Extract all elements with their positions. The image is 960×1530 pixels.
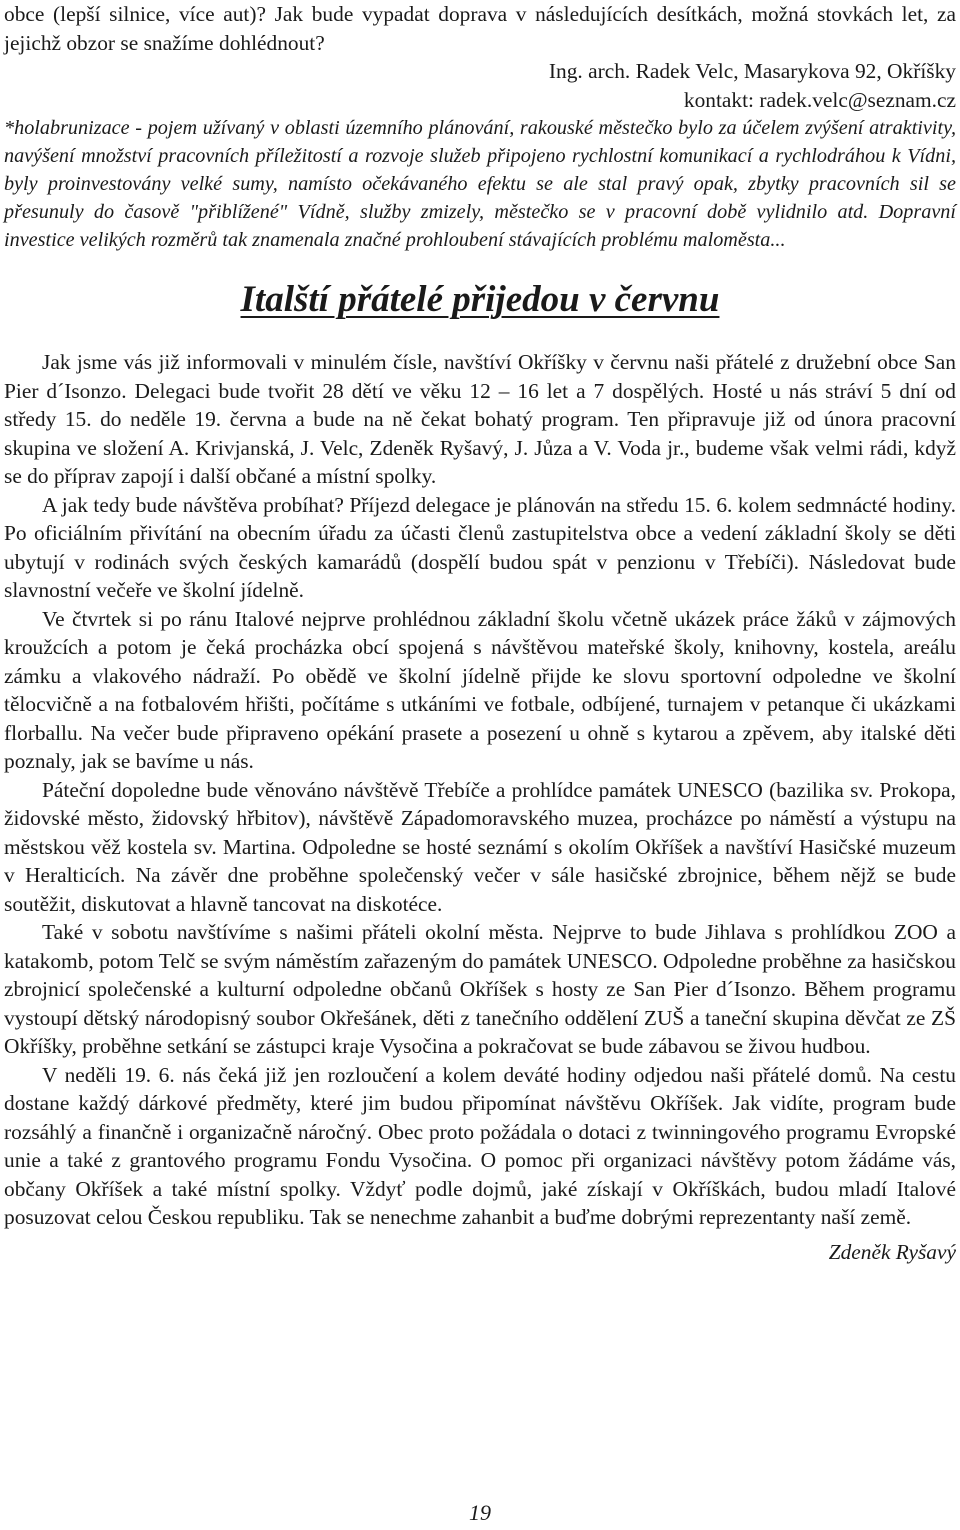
- previous-article-ending: [4, 0, 956, 254]
- article-body: [4, 348, 956, 1266]
- article-signature: Zdeněk Ryšavý: [828, 1239, 956, 1264]
- article-paragraph-6: V neděli 19. 6. nás čeká již jen rozloučení a kolem deváté hodiny odjedou naši přátelé domů. Na cestu dostane každý dárkové předměty, které jim budou připomínat návštěvu Okříšek. Jak vidíte, program bude rozsáhlý a finančně i organizačně náročný. Obec proto požádala o dotaci z twinningového programu Evropské unie a také z grantového programu Fondu Vysočina. O pomoc při organizaci návštěvy potom žádáme vás, občany Okříšek a také místní spolky. Vždyť podle dojmů, jaké získají v Okříškách, budou mladí Italové posuzovat celou Českou republiku. Tak se nenechme zahanbit a buďme dobrými reprezentanty naší země.: [4, 1062, 956, 1229]
- document-page: [4, 0, 956, 1266]
- article-paragraph-3: Ve čtvrtek si po ránu Italové nejprve prohlédnou základní školu včetně ukázek práce žáků v zájmových kroužcích a potom je čeká procházka obcí spojená s návštěvou mateřské školy, knihovny, kostela, areálu zámku a vlakového nádraží. Po obědě ve školní jídelně přijde ke slovu sportovní odpoledne ve školní tělocvičně a na fotbalovém hřišti, počítáme s utkáními ve fotbale, odbíjené, turnajem v petanque či ukázkami florballu. Na večer bude připraveno opékání prasete a posezení u ohně s kytarou a zpěvem, aby italské děti poznaly, jak se bavíme u nás.: [4, 606, 956, 773]
- article-title: Italští přátelé přijedou v červnu: [240, 279, 720, 320]
- intro-text: obce (lepší silnice, více aut)? Jak bude vypadat doprava v následujících desítkách, možná stovkách let, za jejichž obzor se snažíme dohlédnout?: [4, 2, 956, 55]
- article-title-wrap: [4, 278, 956, 322]
- article-paragraph-1: Jak jsme vás již informovali v minulém čísle, navštíví Okříšky v červnu naši přátelé z družební obce San Pier d´Isonzo. Delegaci bude tvořit 28 dětí ve věku 12 – 16 let a 7 dospělých. Hosté u nás stráví 5 dní od středy 15. do neděle 19. června a bude na ně čekat bohatý program. Ten připravuje již od února pracovní skupina ve složení A. Krivjanská, J. Velc, Zdeněk Ryšavý, J. Jůza a V. Voda jr., budeme však velmi rádi, když se do příprav zapojí i další občané a místní spolky.: [4, 350, 956, 488]
- author-line: Ing. arch. Radek Velc, Masarykova 92, Okříšky: [548, 59, 956, 83]
- contact-line: kontakt: radek.velc@seznam.cz: [683, 87, 956, 112]
- article-paragraph-2: A jak tedy bude návštěva probíhat? Příjezd delegace je plánován na středu 15. 6. kolem sedmnácté hodiny. Po oficiálním přivítání na obecním úřadu za účasti členů zastupitelstva obce a vedení základní školy se děti ubytují v rodinách svých českých kamarádů (dospělí budou spát v penzionu v Třebíči). Následovat bude slavnostní večeře ve školní jídelně.: [4, 492, 956, 602]
- article-paragraph-4: Páteční dopoledne bude věnováno návštěvě Třebíče a prohlídce památek UNESCO (bazilika sv. Prokopa, židovské město, židovský hřbitov), návštěvě Západomoravského muzea, procházce po náměstí a výstupu na městskou věž kostela sv. Martina. Odpoledne se hosté seznámí s okolím Okříšek a navštíví Hasičské muzeum v Heralticích. Na závěr dne proběhne společenský večer v sále hasičské zbrojnice, během nějž se bude soutěžit, diskutovat a hlavně tancovat na diskotéce.: [4, 777, 956, 916]
- footnote-holabrunizace: *holabrunizace - pojem užívaný v oblasti územního plánování, rakouské městečko bylo za účelem zvýšení atraktivity, navýšení množství pracovních příležitostí a rozvoje služeb připojeno rychlostní komunikací a rychlodráhou k Vídni, byly proinvestovány velké sumy, namísto očekávaného efektu se ale stal pravý opak, zbytky pracovních sil se přesunuly do časově "přiblížené" Vídně, služby zmizely, městečko se v pracovní době vylidnilo atd. Dopravní investice velikých rozměrů tak znamenala značné prohloubení stávajících problému maloměsta...: [4, 117, 956, 251]
- article-paragraph-5: Také v sobotu navštívíme s našimi přáteli okolní města. Nejprve to bude Jihlava s prohlídkou ZOO a katakomb, potom Telč se svým náměstím zařazeným do památek UNESCO. Odpoledne proběhne za hasičskou zbrojnicí společenské a kulturní odpoledne občanů Okříšek s hosty ze San Pier d´Isonzo. Během programu vystoupí dětský národopisný soubor Okřešánek, děti z tanečního oddělení ZUŠ a taneční skupina děvčat ze ZŠ Okříšky, proběhne setkání se zástupci kraje Vysočina a pokračovat se bude zábavou se živou hudbou.: [4, 920, 956, 1058]
- page-number: 19: [469, 1500, 491, 1525]
